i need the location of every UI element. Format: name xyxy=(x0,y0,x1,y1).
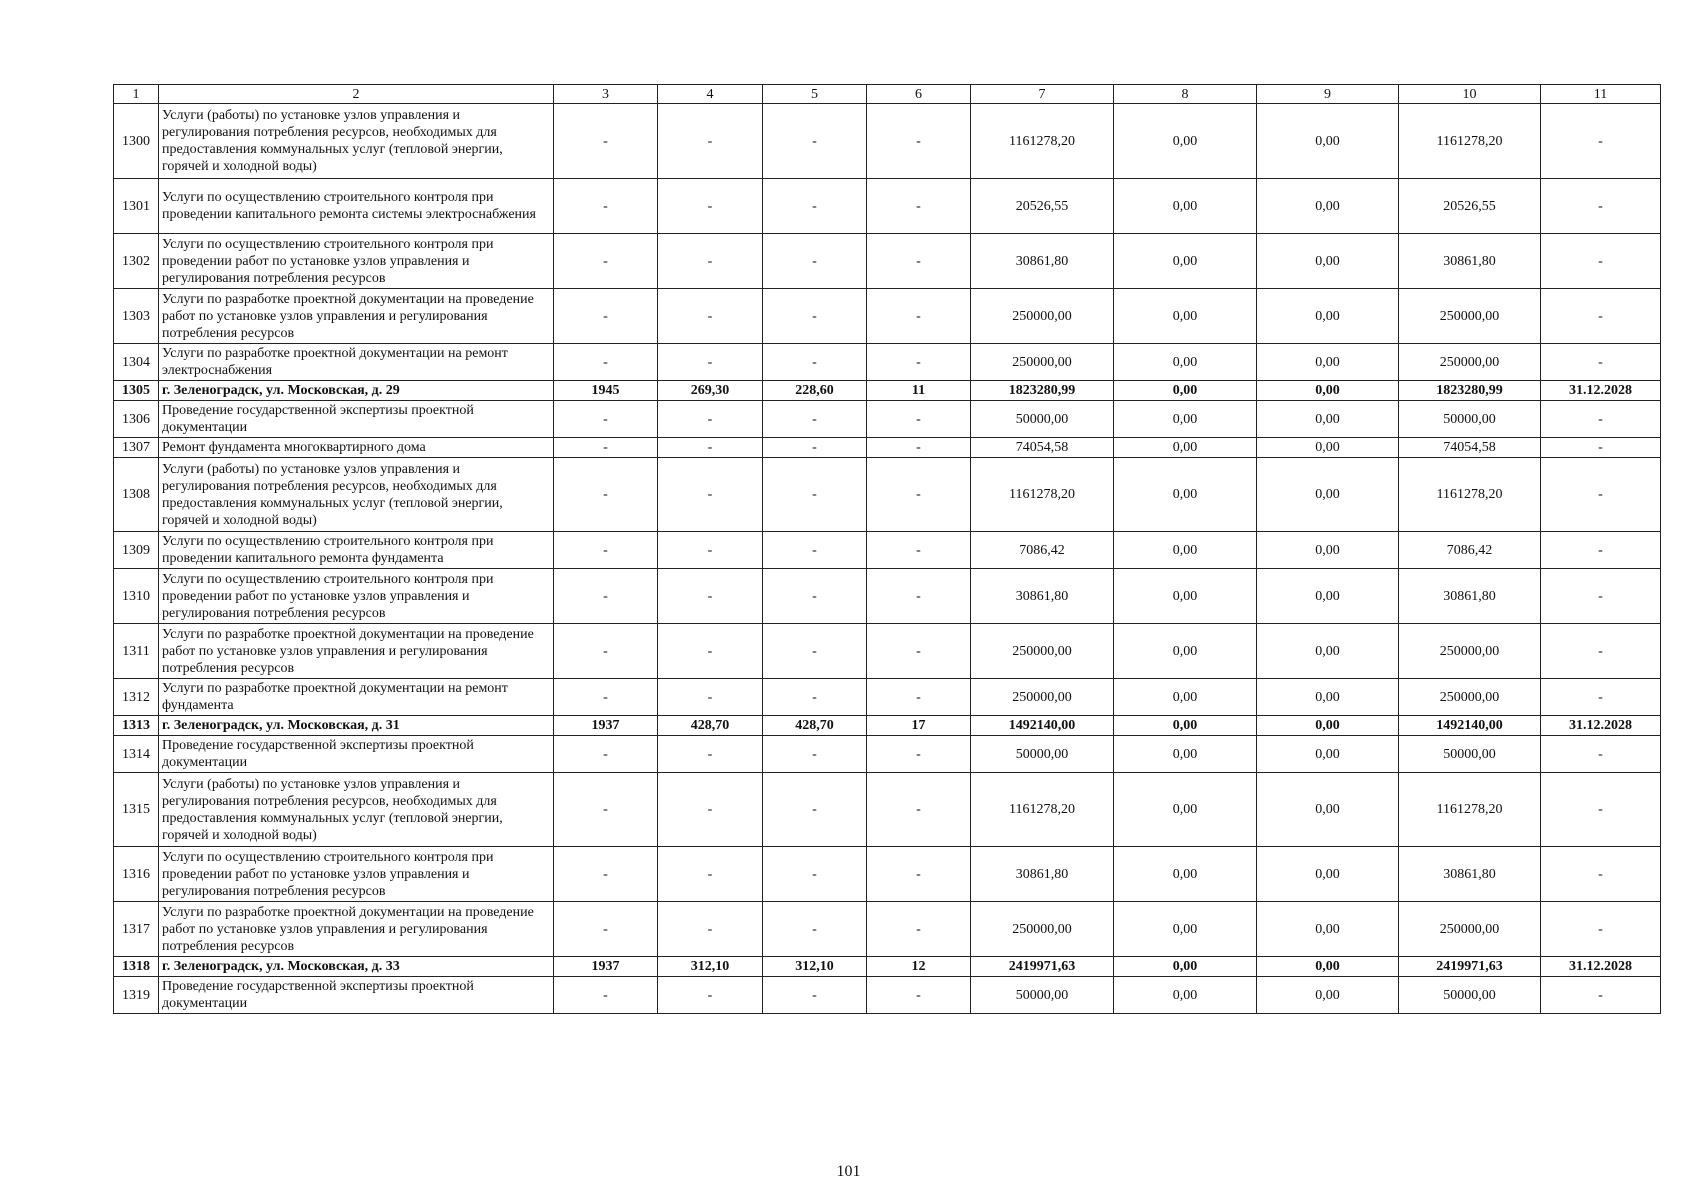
table-row xyxy=(114,401,1661,438)
cell-fund-owners: 7086,42 xyxy=(1399,532,1541,569)
cell-area-living: - xyxy=(763,401,867,438)
table-row xyxy=(114,179,1661,234)
cell-area-total: - xyxy=(658,902,763,957)
cell-deadline: - xyxy=(1541,234,1661,289)
cell-total-cost: 30861,80 xyxy=(971,569,1114,624)
cell-year: - xyxy=(554,736,658,773)
row-description: Услуги (работы) по установке узлов управления и регулирования потребления ресурсов, необходимых для предоставления коммунальных услуг (тепловой энергии, горячей и холодной воды) xyxy=(159,458,554,532)
column-header: 10 xyxy=(1399,85,1541,104)
cell-fund-regional: 0,00 xyxy=(1257,104,1399,179)
row-number: 1314 xyxy=(114,736,159,773)
cell-year: - xyxy=(554,773,658,847)
cell-total-cost: 74054,58 xyxy=(971,438,1114,458)
cell-fund-regional: 0,00 xyxy=(1257,902,1399,957)
cell-fund-owners: 1161278,20 xyxy=(1399,104,1541,179)
cell-residents: 11 xyxy=(867,381,971,401)
row-number: 1306 xyxy=(114,401,159,438)
cell-area-living: - xyxy=(763,234,867,289)
cell-area-total: - xyxy=(658,289,763,344)
row-description: г. Зеленоградск, ул. Московская, д. 31 xyxy=(159,716,554,736)
row-number: 1307 xyxy=(114,438,159,458)
cell-year: - xyxy=(554,532,658,569)
cell-deadline: - xyxy=(1541,458,1661,532)
row-description: Ремонт фундамента многоквартирного дома xyxy=(159,438,554,458)
table-row xyxy=(114,438,1661,458)
row-description: Услуги по осуществлению строительного контроля при проведении капитального ремонта системы электроснабжения xyxy=(159,179,554,234)
cell-area-living: - xyxy=(763,289,867,344)
cell-deadline: - xyxy=(1541,902,1661,957)
table-row xyxy=(114,234,1661,289)
cell-fund-regional: 0,00 xyxy=(1257,458,1399,532)
cell-area-total: - xyxy=(658,179,763,234)
table-row xyxy=(114,977,1661,1014)
row-number: 1316 xyxy=(114,847,159,902)
cell-area-living: 228,60 xyxy=(763,381,867,401)
cell-total-cost: 30861,80 xyxy=(971,234,1114,289)
cell-deadline: - xyxy=(1541,438,1661,458)
cell-area-total: - xyxy=(658,401,763,438)
cell-year: - xyxy=(554,624,658,679)
page-number: 101 xyxy=(836,1163,861,1180)
row-description: Услуги по разработке проектной документации на ремонт электроснабжения xyxy=(159,344,554,381)
row-number: 1315 xyxy=(114,773,159,847)
cell-fund-regional: 0,00 xyxy=(1257,344,1399,381)
cell-year: 1945 xyxy=(554,381,658,401)
row-number: 1310 xyxy=(114,569,159,624)
cell-fund-owners: 250000,00 xyxy=(1399,624,1541,679)
cell-fund-owners: 50000,00 xyxy=(1399,736,1541,773)
row-description: Услуги по осуществлению строительного контроля при проведении работ по установке узлов управления и регулирования потребления ресурсов xyxy=(159,569,554,624)
cell-area-total: - xyxy=(658,736,763,773)
cell-fund-federal: 0,00 xyxy=(1114,624,1257,679)
cell-fund-owners: 2419971,63 xyxy=(1399,957,1541,977)
cell-fund-owners: 30861,80 xyxy=(1399,569,1541,624)
cell-year: - xyxy=(554,401,658,438)
cell-year: - xyxy=(554,234,658,289)
cell-year: - xyxy=(554,458,658,532)
column-header: 2 xyxy=(159,85,554,104)
cell-area-total: 312,10 xyxy=(658,957,763,977)
cell-residents: - xyxy=(867,401,971,438)
cell-residents: - xyxy=(867,569,971,624)
cell-fund-owners: 250000,00 xyxy=(1399,679,1541,716)
cell-area-living: - xyxy=(763,438,867,458)
cell-fund-owners: 1161278,20 xyxy=(1399,773,1541,847)
cell-deadline: - xyxy=(1541,847,1661,902)
cell-fund-regional: 0,00 xyxy=(1257,381,1399,401)
row-description: Услуги по разработке проектной документации на проведение работ по установке узлов управления и регулирования потребления ресурсов xyxy=(159,902,554,957)
cell-fund-owners: 250000,00 xyxy=(1399,289,1541,344)
cell-fund-owners: 74054,58 xyxy=(1399,438,1541,458)
cell-fund-federal: 0,00 xyxy=(1114,716,1257,736)
cell-area-total: 269,30 xyxy=(658,381,763,401)
cell-area-living: - xyxy=(763,458,867,532)
row-number: 1300 xyxy=(114,104,159,179)
cell-area-living: - xyxy=(763,344,867,381)
cell-deadline: - xyxy=(1541,179,1661,234)
cell-fund-regional: 0,00 xyxy=(1257,957,1399,977)
cell-total-cost: 250000,00 xyxy=(971,902,1114,957)
cell-total-cost: 250000,00 xyxy=(971,679,1114,716)
cell-year: - xyxy=(554,902,658,957)
cell-area-total: - xyxy=(658,532,763,569)
cell-area-living: - xyxy=(763,736,867,773)
cell-total-cost: 250000,00 xyxy=(971,624,1114,679)
cell-area-living: 312,10 xyxy=(763,957,867,977)
row-description: г. Зеленоградск, ул. Московская, д. 33 xyxy=(159,957,554,977)
cell-deadline: - xyxy=(1541,344,1661,381)
cell-total-cost: 1823280,99 xyxy=(971,381,1114,401)
column-header: 1 xyxy=(114,85,159,104)
table-body xyxy=(114,104,1661,1014)
cell-fund-federal: 0,00 xyxy=(1114,847,1257,902)
cell-fund-owners: 50000,00 xyxy=(1399,977,1541,1014)
cell-deadline: - xyxy=(1541,773,1661,847)
column-header: 4 xyxy=(658,85,763,104)
cell-deadline: - xyxy=(1541,736,1661,773)
cell-total-cost: 50000,00 xyxy=(971,401,1114,438)
column-header: 9 xyxy=(1257,85,1399,104)
row-number: 1309 xyxy=(114,532,159,569)
cell-residents: - xyxy=(867,977,971,1014)
table-row xyxy=(114,289,1661,344)
cell-fund-federal: 0,00 xyxy=(1114,234,1257,289)
cell-fund-federal: 0,00 xyxy=(1114,957,1257,977)
cell-area-living: - xyxy=(763,902,867,957)
column-header: 7 xyxy=(971,85,1114,104)
row-description: г. Зеленоградск, ул. Московская, д. 29 xyxy=(159,381,554,401)
cell-fund-federal: 0,00 xyxy=(1114,438,1257,458)
cell-fund-regional: 0,00 xyxy=(1257,438,1399,458)
cell-total-cost: 50000,00 xyxy=(971,977,1114,1014)
column-header: 5 xyxy=(763,85,867,104)
cell-fund-regional: 0,00 xyxy=(1257,569,1399,624)
row-description: Услуги по осуществлению строительного контроля при проведении капитального ремонта фундамента xyxy=(159,532,554,569)
cell-area-living: - xyxy=(763,532,867,569)
cell-fund-federal: 0,00 xyxy=(1114,736,1257,773)
table-row xyxy=(114,458,1661,532)
table-row xyxy=(114,532,1661,569)
cell-deadline: - xyxy=(1541,532,1661,569)
cell-residents: - xyxy=(867,104,971,179)
row-description: Услуги по разработке проектной документации на проведение работ по установке узлов управления и регулирования потребления ресурсов xyxy=(159,624,554,679)
cell-total-cost: 250000,00 xyxy=(971,289,1114,344)
cell-fund-owners: 250000,00 xyxy=(1399,902,1541,957)
cell-deadline: 31.12.2028 xyxy=(1541,381,1661,401)
cell-fund-federal: 0,00 xyxy=(1114,104,1257,179)
cell-residents: - xyxy=(867,344,971,381)
cell-deadline: - xyxy=(1541,401,1661,438)
row-description: Проведение государственной экспертизы проектной документации xyxy=(159,736,554,773)
row-number: 1302 xyxy=(114,234,159,289)
table-row xyxy=(114,902,1661,957)
header-row xyxy=(114,85,1661,104)
row-number: 1304 xyxy=(114,344,159,381)
cell-fund-regional: 0,00 xyxy=(1257,716,1399,736)
cell-fund-regional: 0,00 xyxy=(1257,773,1399,847)
table-row xyxy=(114,773,1661,847)
table-row xyxy=(114,679,1661,716)
cell-fund-regional: 0,00 xyxy=(1257,679,1399,716)
cell-fund-regional: 0,00 xyxy=(1257,624,1399,679)
row-description: Проведение государственной экспертизы проектной документации xyxy=(159,401,554,438)
cell-area-total: - xyxy=(658,438,763,458)
cell-fund-regional: 0,00 xyxy=(1257,977,1399,1014)
cell-fund-regional: 0,00 xyxy=(1257,179,1399,234)
row-number: 1303 xyxy=(114,289,159,344)
cell-year: - xyxy=(554,438,658,458)
cell-deadline: - xyxy=(1541,104,1661,179)
cell-area-total: - xyxy=(658,847,763,902)
row-description: Услуги по осуществлению строительного контроля при проведении работ по установке узлов управления и регулирования потребления ресурсов xyxy=(159,847,554,902)
column-header: 3 xyxy=(554,85,658,104)
table-row xyxy=(114,104,1661,179)
cell-fund-owners: 30861,80 xyxy=(1399,234,1541,289)
cell-fund-owners: 50000,00 xyxy=(1399,401,1541,438)
cell-total-cost: 2419971,63 xyxy=(971,957,1114,977)
cell-area-living: 428,70 xyxy=(763,716,867,736)
cell-year: - xyxy=(554,179,658,234)
cell-area-total: - xyxy=(658,458,763,532)
cell-area-living: - xyxy=(763,569,867,624)
cell-total-cost: 7086,42 xyxy=(971,532,1114,569)
cell-fund-federal: 0,00 xyxy=(1114,902,1257,957)
cell-total-cost: 30861,80 xyxy=(971,847,1114,902)
cell-year: - xyxy=(554,679,658,716)
cell-fund-federal: 0,00 xyxy=(1114,458,1257,532)
cell-residents: - xyxy=(867,289,971,344)
cell-year: - xyxy=(554,289,658,344)
cell-year: - xyxy=(554,104,658,179)
cell-deadline: - xyxy=(1541,624,1661,679)
cell-fund-owners: 1161278,20 xyxy=(1399,458,1541,532)
cell-total-cost: 250000,00 xyxy=(971,344,1114,381)
cell-fund-regional: 0,00 xyxy=(1257,234,1399,289)
cell-total-cost: 1492140,00 xyxy=(971,716,1114,736)
cell-fund-owners: 1492140,00 xyxy=(1399,716,1541,736)
cell-fund-federal: 0,00 xyxy=(1114,401,1257,438)
cell-residents: - xyxy=(867,773,971,847)
cell-area-living: - xyxy=(763,773,867,847)
cell-area-living: - xyxy=(763,679,867,716)
cell-area-total: 428,70 xyxy=(658,716,763,736)
cell-deadline: 31.12.2028 xyxy=(1541,957,1661,977)
cell-fund-federal: 0,00 xyxy=(1114,179,1257,234)
cell-year: - xyxy=(554,344,658,381)
cell-total-cost: 1161278,20 xyxy=(971,458,1114,532)
table-row xyxy=(114,847,1661,902)
cell-fund-federal: 0,00 xyxy=(1114,569,1257,624)
cell-area-total: - xyxy=(658,624,763,679)
cell-area-total: - xyxy=(658,977,763,1014)
row-number: 1308 xyxy=(114,458,159,532)
cell-residents: - xyxy=(867,847,971,902)
cell-fund-federal: 0,00 xyxy=(1114,289,1257,344)
cell-deadline: - xyxy=(1541,569,1661,624)
cell-area-living: - xyxy=(763,847,867,902)
cell-residents: - xyxy=(867,234,971,289)
cell-year: - xyxy=(554,569,658,624)
row-description: Услуги по разработке проектной документации на проведение работ по установке узлов управления и регулирования потребления ресурсов xyxy=(159,289,554,344)
cell-fund-owners: 30861,80 xyxy=(1399,847,1541,902)
cell-area-total: - xyxy=(658,344,763,381)
cell-residents: - xyxy=(867,458,971,532)
row-number: 1305 xyxy=(114,381,159,401)
row-description: Услуги по осуществлению строительного контроля при проведении работ по установке узлов управления и регулирования потребления ресурсов xyxy=(159,234,554,289)
cell-area-living: - xyxy=(763,624,867,679)
address-row xyxy=(114,716,1661,736)
cell-deadline: - xyxy=(1541,977,1661,1014)
cell-fund-regional: 0,00 xyxy=(1257,289,1399,344)
cell-deadline: - xyxy=(1541,289,1661,344)
table-row xyxy=(114,569,1661,624)
column-header: 6 xyxy=(867,85,971,104)
cell-fund-regional: 0,00 xyxy=(1257,532,1399,569)
cell-residents: - xyxy=(867,179,971,234)
row-number: 1313 xyxy=(114,716,159,736)
cell-year: - xyxy=(554,977,658,1014)
cell-fund-owners: 250000,00 xyxy=(1399,344,1541,381)
cell-residents: - xyxy=(867,679,971,716)
row-number: 1317 xyxy=(114,902,159,957)
cell-area-living: - xyxy=(763,104,867,179)
cell-residents: 17 xyxy=(867,716,971,736)
cell-fund-federal: 0,00 xyxy=(1114,532,1257,569)
address-row xyxy=(114,957,1661,977)
cell-fund-federal: 0,00 xyxy=(1114,977,1257,1014)
cell-year: - xyxy=(554,847,658,902)
cell-area-total: - xyxy=(658,679,763,716)
cell-area-living: - xyxy=(763,977,867,1014)
cell-fund-regional: 0,00 xyxy=(1257,401,1399,438)
row-number: 1312 xyxy=(114,679,159,716)
capital-repair-table xyxy=(113,84,1661,1014)
cell-area-total: - xyxy=(658,773,763,847)
table-row xyxy=(114,736,1661,773)
cell-total-cost: 20526,55 xyxy=(971,179,1114,234)
row-number: 1311 xyxy=(114,624,159,679)
cell-area-total: - xyxy=(658,234,763,289)
row-description: Проведение государственной экспертизы проектной документации xyxy=(159,977,554,1014)
cell-fund-owners: 1823280,99 xyxy=(1399,381,1541,401)
row-description: Услуги (работы) по установке узлов управления и регулирования потребления ресурсов, необходимых для предоставления коммунальных услуг (тепловой энергии, горячей и холодной воды) xyxy=(159,104,554,179)
cell-residents: - xyxy=(867,532,971,569)
table-row xyxy=(114,344,1661,381)
cell-year: 1937 xyxy=(554,957,658,977)
row-number: 1301 xyxy=(114,179,159,234)
cell-residents: - xyxy=(867,624,971,679)
cell-area-living: - xyxy=(763,179,867,234)
cell-residents: - xyxy=(867,736,971,773)
cell-fund-federal: 0,00 xyxy=(1114,773,1257,847)
cell-residents: 12 xyxy=(867,957,971,977)
table-row xyxy=(114,624,1661,679)
column-header: 8 xyxy=(1114,85,1257,104)
row-description: Услуги (работы) по установке узлов управления и регулирования потребления ресурсов, необходимых для предоставления коммунальных услуг (тепловой энергии, горячей и холодной воды) xyxy=(159,773,554,847)
cell-year: 1937 xyxy=(554,716,658,736)
cell-deadline: - xyxy=(1541,679,1661,716)
cell-residents: - xyxy=(867,438,971,458)
cell-area-total: - xyxy=(658,569,763,624)
cell-total-cost: 1161278,20 xyxy=(971,104,1114,179)
cell-fund-regional: 0,00 xyxy=(1257,736,1399,773)
row-description: Услуги по разработке проектной документации на ремонт фундамента xyxy=(159,679,554,716)
address-row xyxy=(114,381,1661,401)
cell-fund-federal: 0,00 xyxy=(1114,679,1257,716)
row-number: 1318 xyxy=(114,957,159,977)
row-number: 1319 xyxy=(114,977,159,1014)
cell-area-total: - xyxy=(658,104,763,179)
cell-fund-federal: 0,00 xyxy=(1114,381,1257,401)
cell-total-cost: 1161278,20 xyxy=(971,773,1114,847)
cell-fund-federal: 0,00 xyxy=(1114,344,1257,381)
cell-fund-owners: 20526,55 xyxy=(1399,179,1541,234)
cell-fund-regional: 0,00 xyxy=(1257,847,1399,902)
cell-deadline: 31.12.2028 xyxy=(1541,716,1661,736)
cell-total-cost: 50000,00 xyxy=(971,736,1114,773)
column-header: 11 xyxy=(1541,85,1661,104)
cell-residents: - xyxy=(867,902,971,957)
